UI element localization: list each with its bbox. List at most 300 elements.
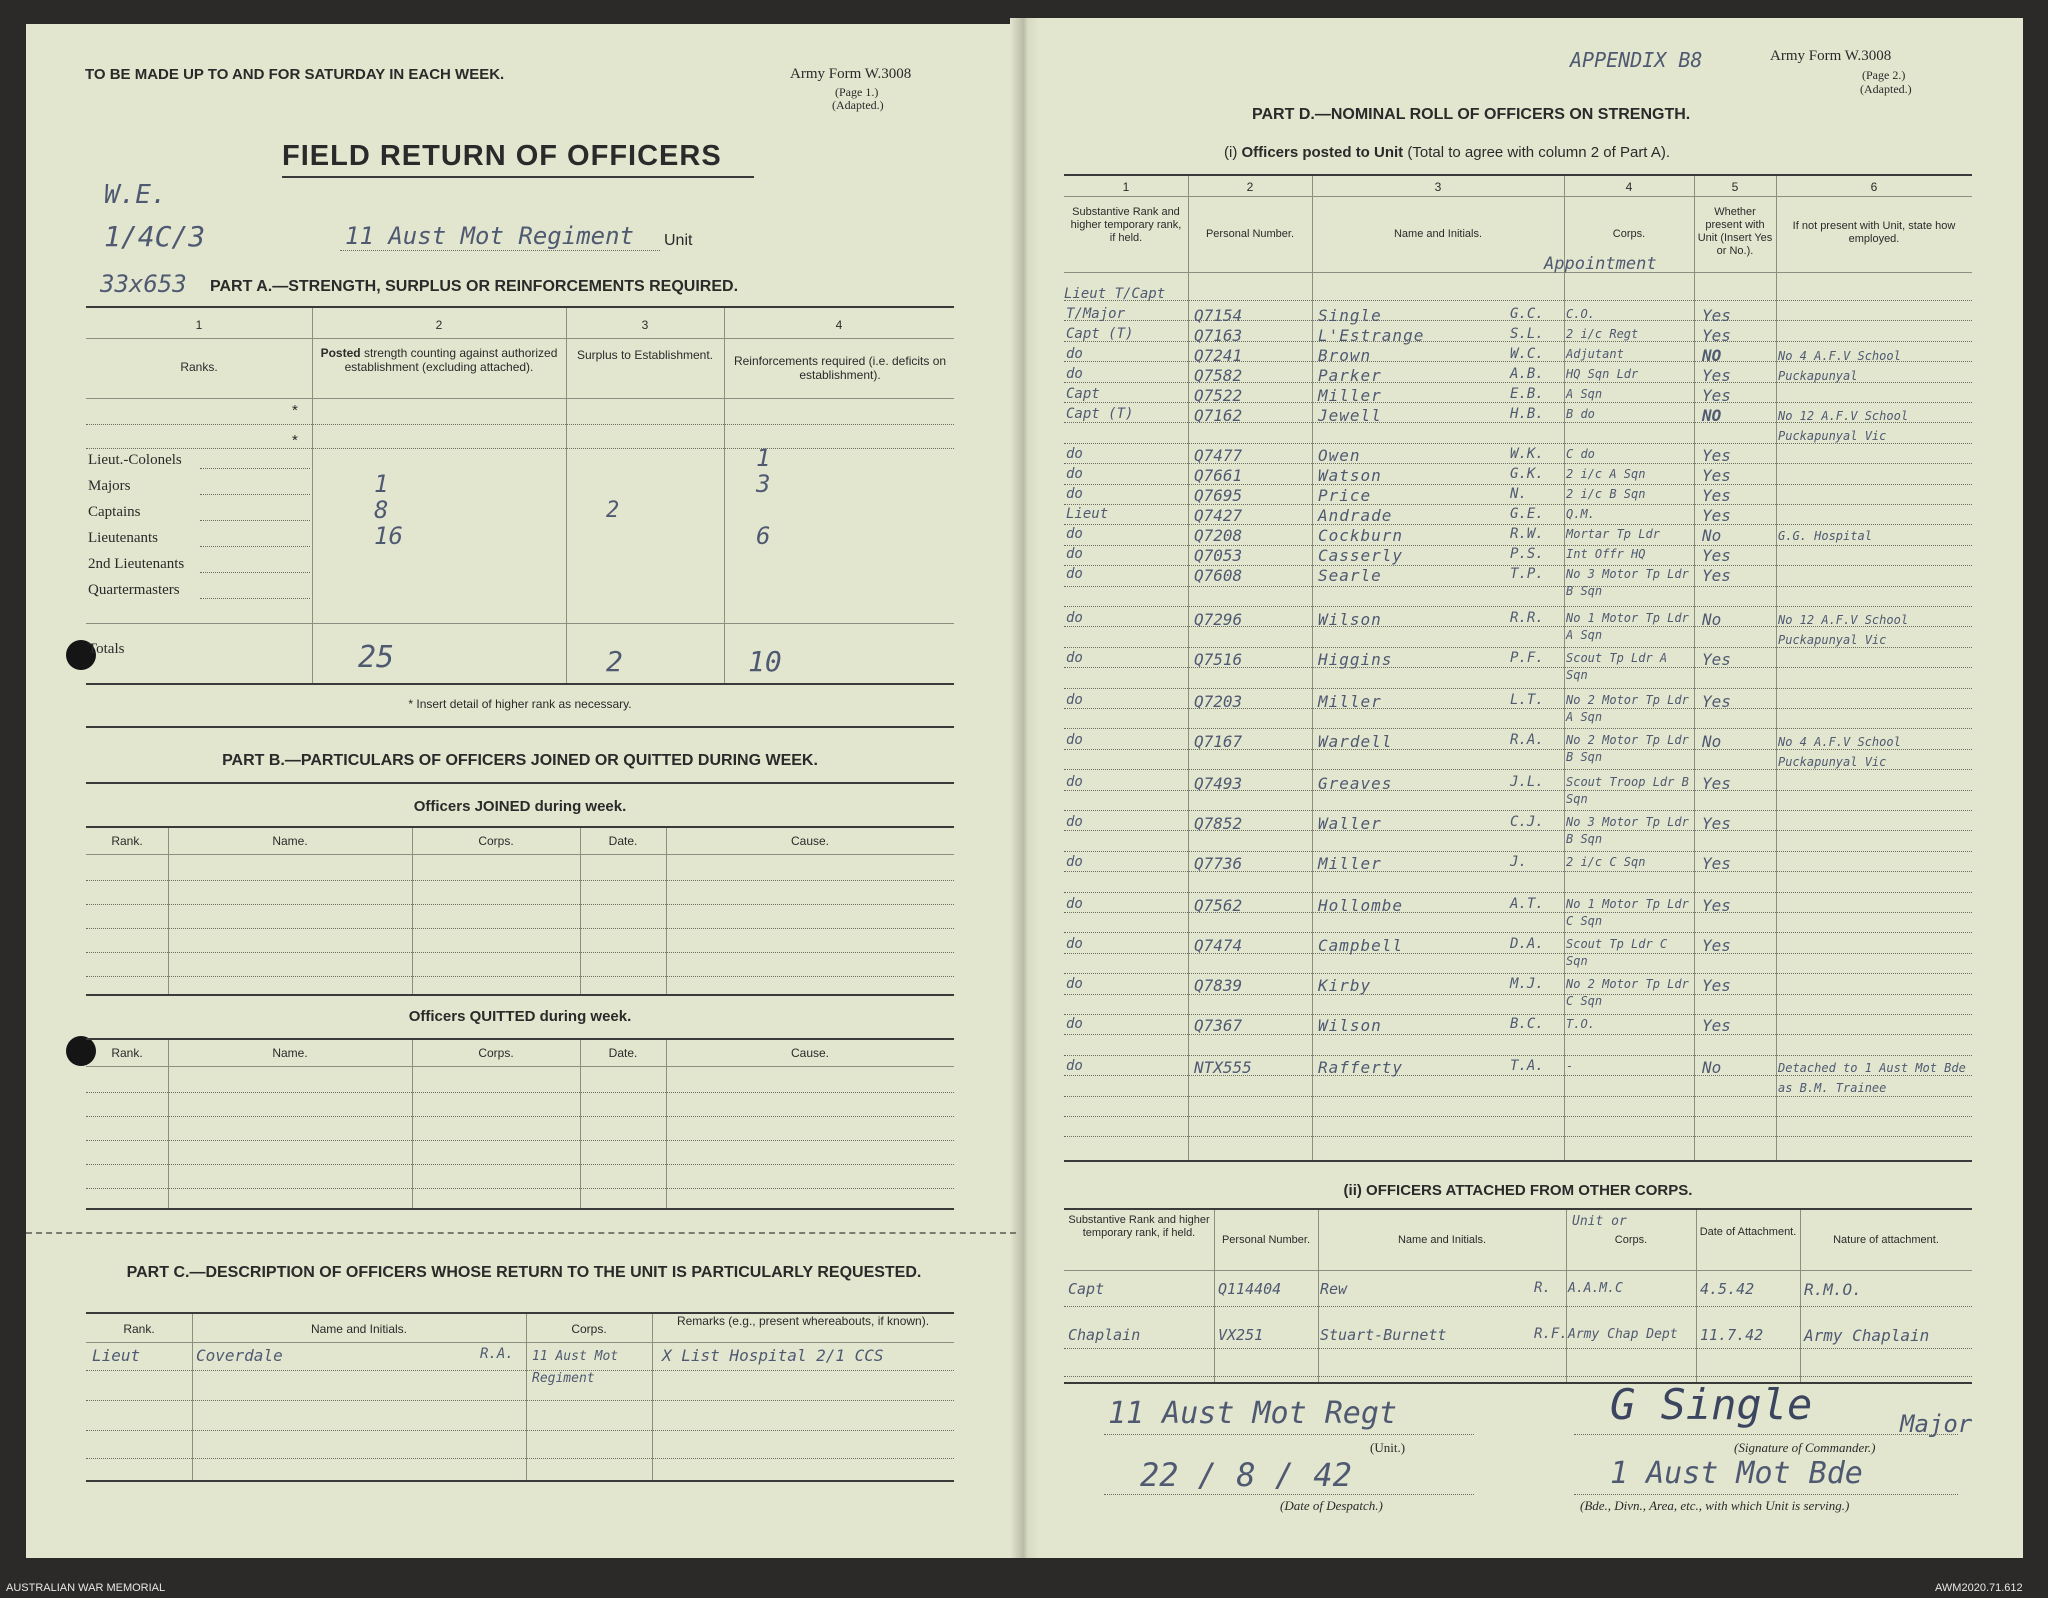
roll-present: Yes [1702, 936, 1731, 955]
roll-rank: Capt [1066, 386, 1100, 402]
col-number: 4 [1625, 180, 1633, 194]
instruction-text: TO BE MADE UP TO AND FOR SATURDAY IN EACH WEEK. [85, 66, 505, 83]
dotted-leader [200, 572, 310, 573]
header-ranks: Ranks. [180, 360, 218, 374]
roll-number: Q7427 [1194, 506, 1243, 525]
hw-first-rank: Lieut T/Capt [1064, 286, 1166, 302]
roll-number: Q7208 [1194, 526, 1243, 545]
rank-label: Quartermasters [88, 582, 180, 598]
roll-present: Yes [1702, 326, 1731, 345]
header-cell: If not present with Unit, state how employed. [1792, 220, 1956, 245]
header-posted: Posted strength counting against authorized establishment (excluding attached). [320, 346, 558, 374]
ruled-line [1064, 300, 1972, 301]
roll-name: Jewell [1318, 406, 1382, 425]
ruled-line [1064, 1014, 1972, 1015]
roll-initials: W.K. [1510, 446, 1544, 462]
roll-name: L'Estrange [1318, 326, 1425, 345]
column-rule [1696, 1210, 1697, 1382]
partc-remarks: X List Hospital 2/1 CCS [662, 1346, 884, 1365]
roll-corps: HQ Sqn Ldr [1566, 367, 1639, 381]
col-number: 2 [1246, 180, 1254, 194]
roll-rank: do [1066, 650, 1083, 666]
sig-unit-hw: 11 Aust Mot Regt [1108, 1396, 1397, 1431]
roll-corps: A Sqn [1566, 387, 1603, 401]
header-rule [1064, 272, 1972, 273]
ruled-line [1064, 586, 1972, 587]
roll-rank: do [1066, 896, 1083, 912]
roll-rank: do [1066, 366, 1083, 382]
roll-corps: No 1 Motor Tp Ldr C Sqn [1566, 897, 1689, 928]
roll-name: Greaves [1318, 774, 1393, 793]
rank-label: Lieut.-Colonels [88, 452, 182, 468]
roll-name: Parker [1318, 366, 1382, 385]
roll-initials: C.J. [1510, 814, 1544, 830]
roll-present: Yes [1702, 446, 1731, 465]
roll-present: Yes [1702, 466, 1731, 485]
roll-initials: L.T. [1510, 692, 1544, 708]
roll-number: Q7695 [1194, 486, 1243, 505]
rank-label: Majors [88, 478, 131, 494]
form-adapted: (Adapted.) [1860, 82, 1912, 96]
row-line [86, 904, 954, 905]
col-number: 4 [835, 318, 843, 332]
roll-initials: J. [1510, 854, 1527, 870]
roll-number: Q7296 [1194, 610, 1243, 629]
row-line [86, 1164, 954, 1165]
roll-corps: Mortar Tp Ldr [1566, 527, 1660, 541]
roll-present: Yes [1702, 366, 1731, 385]
roll-present: Yes [1702, 546, 1731, 565]
header-cell: Cause. [790, 834, 830, 848]
roll-rank: do [1066, 446, 1083, 462]
roll-number: Q7839 [1194, 976, 1243, 995]
roll-corps: Q.M. [1566, 507, 1595, 521]
roll-number: Q7367 [1194, 1016, 1243, 1035]
header-rank: Rank. [123, 1322, 155, 1336]
header-cell: Substantive Rank and higher temporary rank, if held. [1070, 206, 1182, 244]
blank-row-line [86, 448, 954, 449]
sig-unit-label: (Unit.) [1370, 1440, 1406, 1455]
sub-i-title: (i) Officers posted to Unit (Total to agree with column 2 of Part A). [1224, 144, 1670, 161]
roll-rank: do [1066, 936, 1083, 952]
column-rule [1566, 1210, 1567, 1382]
hw-unit: 11 Aust Mot Regiment [345, 222, 634, 250]
ruled-line [1064, 973, 1972, 974]
roll-name: Watson [1318, 466, 1382, 485]
appendix-stamp: APPENDIX B8 [1570, 48, 1703, 72]
column-rule [1776, 176, 1777, 1160]
roll-present: No [1702, 610, 1722, 629]
roll-present: Yes [1702, 306, 1731, 325]
roll-initials: D.A. [1510, 936, 1544, 952]
rank-label: Lieutenants [88, 530, 158, 546]
roll-name: Miller [1318, 854, 1382, 873]
roll-name: Waller [1318, 814, 1382, 833]
roll-initials: N. [1510, 486, 1527, 502]
roll-name: Searle [1318, 566, 1382, 585]
att-number: Q114404 [1218, 1280, 1282, 1298]
column-rule [1188, 176, 1189, 1160]
roll-initials: J.L. [1510, 774, 1544, 790]
row-line [86, 1140, 954, 1141]
roll-initials: R.W. [1510, 526, 1544, 542]
hw-appointment: Appointment [1544, 254, 1657, 274]
roll-number: Q7477 [1194, 446, 1243, 465]
rank-label: Captains [88, 504, 141, 520]
roll-employed: No 12 A.F.V School Puckapunyal Vic [1778, 613, 1909, 647]
roll-initials: A.B. [1510, 366, 1544, 382]
header-name: Name and Initials. [310, 1322, 408, 1336]
form-adapted: (Adapted.) [832, 98, 884, 112]
roll-present: Yes [1702, 976, 1731, 995]
header-cell: Nature of attachment. [1833, 1234, 1939, 1246]
roll-rank: do [1066, 346, 1083, 362]
roll-corps: C do [1566, 447, 1595, 461]
total-posted: 25 [358, 640, 395, 675]
column-rule [1694, 176, 1695, 1160]
column-rule [1800, 1210, 1801, 1382]
roll-rank: do [1066, 692, 1083, 708]
sig-bde-hw: 1 Aust Mot Bde [1610, 1456, 1863, 1491]
sig-bde-label: (Bde., Divn., Area, etc., with which Unit is serving.) [1580, 1498, 1850, 1513]
roll-number: Q7562 [1194, 896, 1243, 915]
header-cell: Date. [608, 1046, 638, 1060]
joined-table [86, 828, 954, 994]
roll-number: Q7203 [1194, 692, 1243, 711]
roll-name: Kirby [1318, 976, 1372, 995]
dotted-leader [200, 494, 310, 495]
ruled-line [1064, 932, 1972, 933]
header-cell: Name and Initials. [1393, 228, 1483, 240]
roll-initials: G.K. [1510, 466, 1544, 482]
header-cell: Date of Attachment. [1699, 1226, 1797, 1238]
row-line [86, 952, 954, 953]
roll-present: Yes [1702, 386, 1731, 405]
roll-present: Yes [1702, 854, 1731, 873]
roll-rank: Capt (T) [1066, 406, 1134, 422]
roll-initials: G.E. [1510, 506, 1544, 522]
roll-name: Rafferty [1318, 1058, 1404, 1077]
roll-name: Wilson [1318, 1016, 1382, 1035]
header-cell: Corps. [478, 1046, 514, 1060]
roll-initials: P.F. [1510, 650, 1544, 666]
roll-present: NO [1702, 346, 1722, 365]
hw-code2: 33x653 [100, 270, 187, 298]
roll-name: Cockburn [1318, 526, 1404, 545]
sig-date-label: (Date of Despatch.) [1280, 1498, 1383, 1513]
header-reinforcements: Reinforcements required (i.e. deficits on establishment). [733, 354, 947, 382]
roll-initials: H.B. [1510, 406, 1544, 422]
roll-present: Yes [1702, 814, 1731, 833]
roll-number: Q7736 [1194, 854, 1243, 873]
roll-name: Wilson [1318, 610, 1382, 629]
att-number: VX251 [1218, 1326, 1264, 1344]
partc-name: Coverdale [196, 1346, 283, 1365]
header-cell: Corps. [478, 834, 514, 848]
roll-number: Q7053 [1194, 546, 1243, 565]
posted-value: 1 [374, 470, 389, 498]
roll-corps: Scout Troop Ldr B Sqn [1566, 775, 1689, 806]
roll-initials: S.L. [1510, 326, 1544, 342]
roll-name: Campbell [1318, 936, 1404, 955]
row-line [86, 1116, 954, 1117]
row-line [86, 976, 954, 977]
header-corps: Corps. [571, 1322, 607, 1336]
roll-number: Q7852 [1194, 814, 1243, 833]
roll-rank: do [1066, 814, 1083, 830]
col-number: 3 [1434, 180, 1442, 194]
roll-name: Single [1318, 306, 1382, 325]
col-number: 3 [641, 318, 649, 332]
col-number: 6 [1870, 180, 1878, 194]
att-nature: R.M.O. [1804, 1280, 1862, 1299]
header-rule [1064, 1270, 1972, 1271]
header-cell: Name and Initials. [1397, 1234, 1487, 1246]
part-a-title: PART A.—STRENGTH, SURPLUS OR REINFORCEMENTS REQUIRED. [210, 278, 739, 295]
roll-rank: T/Major [1066, 306, 1126, 322]
roll-initials: E.B. [1510, 386, 1544, 402]
asterisk: * [292, 402, 298, 419]
roll-corps: Adjutant [1566, 347, 1624, 361]
roll-corps: C.O. [1566, 307, 1595, 321]
roll-employed: No 12 A.F.V School Puckapunyal Vic [1778, 409, 1909, 443]
row-line [86, 880, 954, 881]
roll-initials: T.P. [1510, 566, 1544, 582]
roll-corps: No 3 Motor Tp Ldr B Sqn [1566, 567, 1689, 598]
reinforcement-value: 3 [756, 470, 771, 498]
dotted-leader [200, 598, 310, 599]
roll-corps: Scout Tp Ldr C Sqn [1566, 937, 1668, 968]
roll-present: Yes [1702, 566, 1731, 585]
signature: G Single [1610, 1380, 1813, 1429]
ruled-line [1064, 1376, 1972, 1377]
roll-number: Q7516 [1194, 650, 1243, 669]
roll-corps: Scout Tp Ldr A Sqn [1566, 651, 1668, 682]
page-fold [1010, 18, 1040, 1558]
roll-corps: 2 i/c C Sqn [1566, 855, 1646, 869]
roll-number: Q7474 [1194, 936, 1243, 955]
column-rule [1312, 176, 1313, 1160]
header-cell: Rank. [111, 834, 143, 848]
roll-rank: do [1066, 566, 1083, 582]
col-number: 1 [195, 318, 203, 332]
dotted-leader [200, 546, 310, 547]
roll-name: Price [1318, 486, 1372, 505]
header-cell: Personal Number. [1205, 228, 1295, 240]
roll-present: No [1702, 1058, 1722, 1077]
roll-rank: do [1066, 486, 1083, 502]
roll-number: Q7162 [1194, 406, 1243, 425]
roll-rank: do [1066, 546, 1083, 562]
reinforcement-value: 6 [756, 522, 771, 550]
roll-rank: do [1066, 1058, 1083, 1074]
reinforcement-value: 1 [756, 444, 771, 472]
sub-ii-title: (ii) OFFICERS ATTACHED FROM OTHER CORPS. [1343, 1182, 1693, 1199]
roll-rank: do [1066, 732, 1083, 748]
totals-label: Totals [88, 641, 125, 657]
header-rule [86, 1066, 954, 1067]
roll-corps: No 3 Motor Tp Ldr B Sqn [1566, 815, 1689, 846]
roll-employed: No 4 A.F.V School Puckapunyal Vic [1778, 735, 1901, 769]
column-rule [666, 828, 667, 994]
header-rule [86, 854, 954, 855]
roll-number: Q7163 [1194, 326, 1243, 345]
part-c-title: PART C.—DESCRIPTION OF OFFICERS WHOSE RETURN TO THE UNIT IS PARTICULARLY REQUESTED. [126, 1264, 922, 1281]
row-line [86, 1188, 954, 1189]
roll-corps: 2 i/c A Sqn [1566, 467, 1646, 481]
roll-name: Miller [1318, 692, 1382, 711]
form-reference: Army Form W.3008 [1770, 48, 1892, 64]
roll-rank: do [1066, 610, 1083, 626]
sig-label: (Signature of Commander.) [1734, 1440, 1876, 1455]
att-rank: Capt [1068, 1280, 1105, 1298]
sig-date-hw: 22 / 8 / 42 [1140, 1456, 1352, 1494]
roll-initials: G.C. [1510, 306, 1544, 322]
ruled-line [1064, 688, 1972, 689]
roll-name: Owen [1318, 446, 1361, 465]
roll-name: Hollombe [1318, 896, 1404, 915]
att-corps: Army Chap Dept [1568, 1327, 1678, 1342]
column-rule [1318, 1210, 1319, 1382]
sig-rank-hw: Major [1900, 1410, 1973, 1438]
ruled-line [1064, 851, 1972, 852]
total-reinforcements: 10 [748, 645, 782, 678]
att-date: 11.7.42 [1700, 1326, 1764, 1344]
roll-number: Q7154 [1194, 306, 1243, 325]
roll-rank: Capt (T) [1066, 326, 1134, 342]
footer-right: AWM2020.71.612 [1935, 1582, 2023, 1594]
quitted-table [86, 1040, 954, 1208]
footnote: * Insert detail of higher rank as necessary. [408, 697, 632, 711]
att-date: 4.5.42 [1700, 1280, 1755, 1298]
asterisk: * [292, 432, 298, 449]
roll-present: Yes [1702, 506, 1731, 525]
roll-present: No [1702, 732, 1722, 751]
header-cell: Corps. [1612, 228, 1646, 240]
roll-rank: Lieut [1066, 506, 1109, 522]
roll-number: Q7608 [1194, 566, 1243, 585]
posted-value: 16 [374, 522, 403, 550]
form-reference: Army Form W.3008 [790, 66, 912, 82]
roll-employed: G.G. Hospital [1778, 529, 1872, 543]
col-number: 2 [435, 318, 443, 332]
header-cell: Whether present with Unit (Insert Yes or No.). [1697, 206, 1773, 257]
col-number: 5 [1731, 180, 1739, 194]
ruled-line [1064, 1136, 1972, 1137]
unit-label: Unit [664, 232, 693, 249]
column-rule [580, 828, 581, 994]
ruled-line [1064, 728, 1972, 729]
hw-code: 1/4C/3 [104, 220, 206, 253]
roll-initials: R.R. [1510, 610, 1544, 626]
ruled-line [1064, 606, 1972, 607]
footer-left: AUSTRALIAN WAR MEMORIAL [6, 1582, 166, 1594]
roll-initials: R.A. [1510, 732, 1544, 748]
header-cell: Name. [272, 1046, 308, 1060]
dotted-leader [200, 468, 310, 469]
form-page: (Page 1.) [835, 85, 879, 99]
roll-corps: No 1 Motor Tp Ldr A Sqn [1566, 611, 1689, 642]
header-cell: Rank. [111, 1046, 143, 1060]
ruled-line [1064, 1055, 1972, 1056]
header-cell: Cause. [790, 1046, 830, 1060]
roll-corps: No 2 Motor Tp Ldr B Sqn [1566, 733, 1689, 764]
joined-title: Officers JOINED during week. [413, 798, 627, 815]
header-remarks: Remarks (e.g., present whereabouts, if known). [676, 1314, 930, 1328]
row-line [86, 928, 954, 929]
dotted-leader [200, 520, 310, 521]
roll-corps: No 2 Motor Tp Ldr C Sqn [1566, 977, 1689, 1008]
roll-number: Q7522 [1194, 386, 1243, 405]
quitted-title: Officers QUITTED during week. [408, 1008, 632, 1025]
att-initials: R.F. [1534, 1326, 1568, 1342]
roll-name: Higgins [1318, 650, 1393, 669]
header-surplus: Surplus to Establishment. [576, 348, 714, 362]
roll-present: Yes [1702, 650, 1731, 669]
roll-initials: A.T. [1510, 896, 1544, 912]
column-rule [412, 828, 413, 994]
roll-number: Q7241 [1194, 346, 1243, 365]
roll-corps: B do [1566, 407, 1595, 421]
roll-employed: Detached to 1 Aust Mot Bde as B.M. Trainee [1778, 1061, 1966, 1095]
roll-initials: P.S. [1510, 546, 1544, 562]
column-rule [1564, 176, 1565, 1160]
rank-label: 2nd Lieutenants [88, 556, 185, 572]
roll-number: Q7661 [1194, 466, 1243, 485]
total-surplus: 2 [606, 645, 623, 678]
ruled-line [1064, 1348, 1972, 1349]
header-cell: Personal Number. [1221, 1234, 1311, 1246]
roll-rank: do [1066, 854, 1083, 870]
row-line [86, 1092, 954, 1093]
att-name: Rew [1320, 1280, 1348, 1298]
column-rule [168, 828, 169, 994]
roll-number: Q7582 [1194, 366, 1243, 385]
att-corps: A.A.M.C [1568, 1281, 1623, 1296]
roll-corps: 2 i/c Regt [1566, 327, 1639, 341]
header-cell: Date. [608, 834, 638, 848]
roll-rank: do [1066, 526, 1083, 542]
roll-present: Yes [1702, 692, 1731, 711]
header-cell: Substantive Rank and higher temporary rank, if held. [1068, 1214, 1210, 1239]
ruled-line [1064, 892, 1972, 893]
roll-name: Casserly [1318, 546, 1404, 565]
blank-row-line [86, 424, 954, 425]
roll-present: Yes [1702, 1016, 1731, 1035]
att-nature: Army Chaplain [1804, 1326, 1930, 1345]
roll-number: NTX555 [1194, 1058, 1252, 1077]
roll-name: Miller [1318, 386, 1382, 405]
roll-employed: No 4 A.F.V School Puckapunyal [1778, 349, 1901, 383]
roll-present: Yes [1702, 774, 1731, 793]
roll-rank: do [1066, 976, 1083, 992]
att-rank: Chaplain [1068, 1326, 1141, 1344]
surplus-value: 2 [606, 498, 620, 523]
part-d-title: PART D.—NOMINAL ROLL OF OFFICERS ON STRENGTH. [1252, 106, 1691, 123]
att-name: Stuart-Burnett [1320, 1326, 1447, 1344]
roll-corps: T.O. [1566, 1017, 1595, 1031]
hw-unit-or: Unit or [1572, 1214, 1627, 1229]
partc-rank: Lieut [92, 1346, 141, 1365]
form-page: (Page 2.) [1862, 68, 1906, 82]
att-initials: R. [1534, 1280, 1551, 1296]
ruled-line [1064, 1306, 1972, 1307]
roll-rank: do [1066, 466, 1083, 482]
roll-number: Q7167 [1194, 732, 1243, 751]
ruled-line [1064, 1116, 1972, 1117]
column-rule [1214, 1210, 1215, 1382]
roll-rank: do [1066, 1016, 1083, 1032]
